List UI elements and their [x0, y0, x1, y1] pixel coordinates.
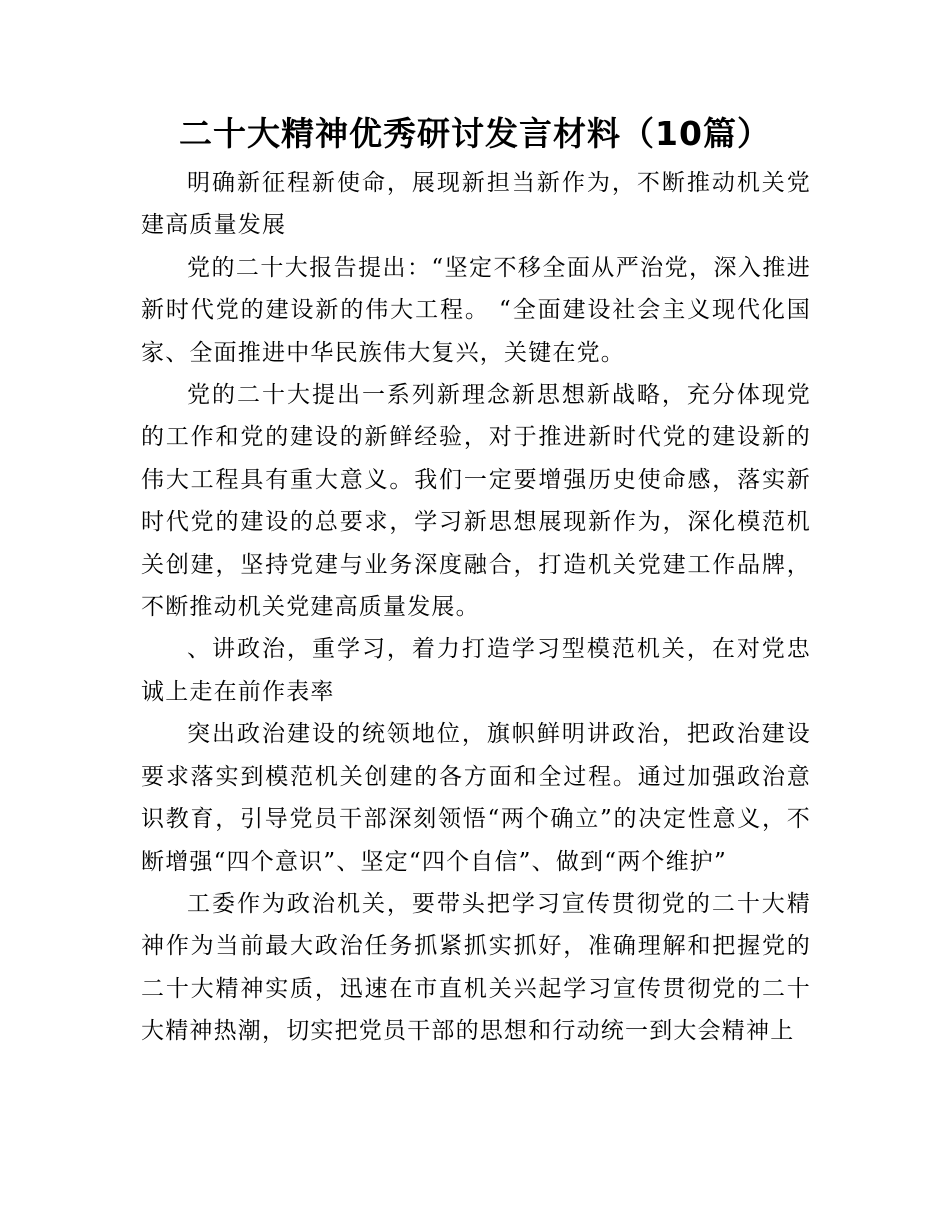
paragraph-3: 党的二十大提出一系列新理念新思想新战略，充分体现党的工作和党的建设的新鲜经验，对于推进新时代党的建设新的伟大工程具有重大意义。我们一定要增强历史使命感，落实新时代党的建设的总要求，学习新思想展现新作为，深化模范机关创建，坚持党建与业务深度融合，打造机关党建工作品牌，不断推动机关党建高质量发展。	[141, 382, 811, 621]
paragraph-5: 突出政治建设的统领地位，旗帜鲜明讲政治，把政治建设要求落实到模范机关创建的各方面和全过程。通过加强政治意识教育，引导党员干部深刻领悟“两个确立”的决定性意义，不断增强“四个意识”、坚定“四个自信”、做到“两个维护”	[141, 721, 811, 875]
document-title: 二十大精神优秀研讨发言材料（10篇）	[179, 114, 771, 153]
paragraph-1: 明确新征程新使命，展现新担当新作为，不断推动机关党建高质量发展	[141, 170, 811, 239]
paragraph-6: 工委作为政治机关，要带头把学习宣传贯彻党的二十大精神作为当前最大政治任务抓紧抓实抓好，准确理解和把握党的二十大精神实质，迅速在市直机关兴起学习宣传贯彻党的二十大精神热潮，切实把党员干部的思想和行动统一到大会精神上	[141, 890, 811, 1045]
paragraph-4: 、讲政治，重学习，着力打造学习型模范机关，在对党忠诚上走在前作表率	[141, 636, 811, 705]
document-body	[141, 162, 811, 1053]
paragraph-2: 党的二十大报告提出：“坚定不移全面从严治党，深入推进新时代党的建设新的伟大工程。 “全面建设社会主义现代化国家、全面推进中华民族伟大复兴，关键在党。	[141, 254, 811, 366]
